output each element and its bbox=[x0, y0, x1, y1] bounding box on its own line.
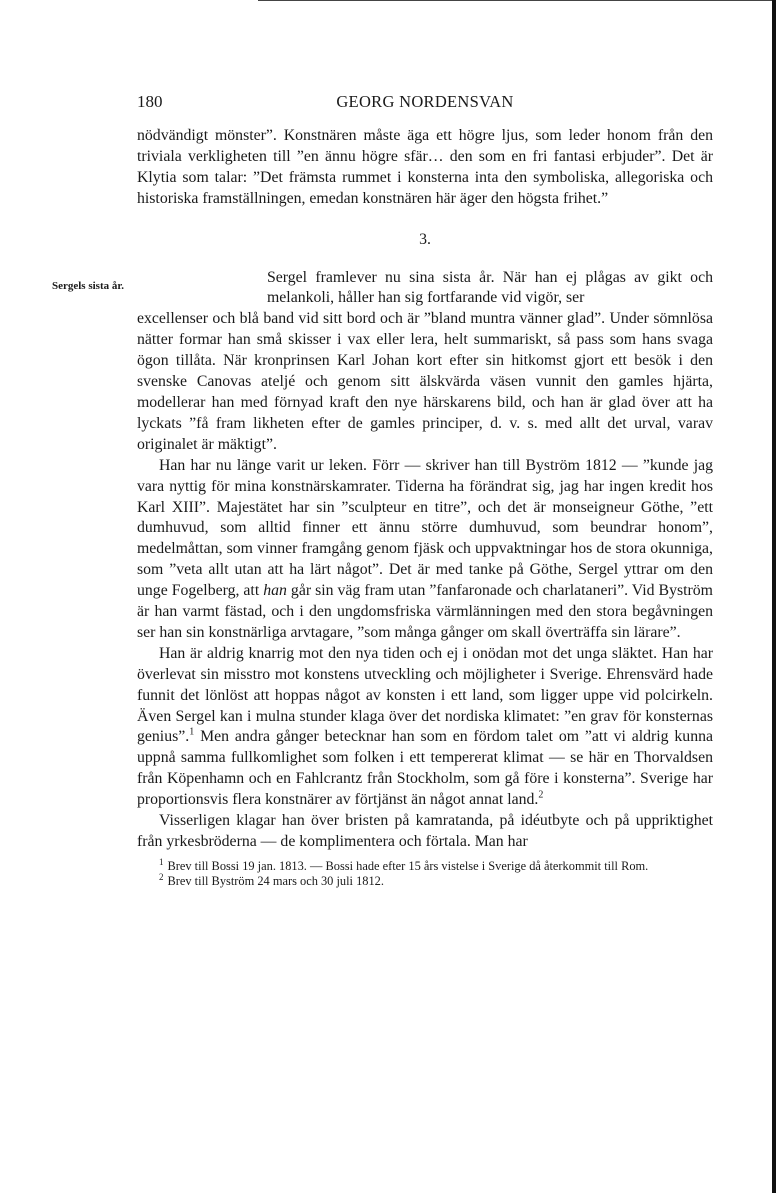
text-run: Men andra gånger betecknar han som en fördom talet om ”att vi aldrig kunna uppnå samma fullkomlighet som folken i ett tempererat klimat — se här en Thorvaldsen från Köpenhamn och en Fahlcrantz från Stockholm, som gå före i konsterna”. Sverige har proportionsvis flera konstnärer av förtjänst än något annat land. bbox=[137, 728, 714, 809]
page-header bbox=[137, 92, 713, 116]
text-run: Han är aldrig knarrig mot den nya tiden och ej i onödan mot det unga släktet. Han har överlevat sin misstro mot konstens utveckling och möjligheter i Sverige. Ehrensvärd hade funnit det lönlöst att hoppas något av konsten i ett land, som ligger uppe vid polcirkeln. Även Sergel kan i mulna stunder klaga över det nordiska klimatet: ”en grav för konsternas genius”. bbox=[137, 644, 713, 746]
paragraph-body: excellenser och blå band vid sitt bord och är ”bland muntra vänner glad”. Under sömnlösa nätter formar han små skisser i vax eller lera, helt summariskt, så pass som hans svaga ögon tillåta. När kronprinsen Karl Johan kort efter sin hitkomst gjort ett besök i den svenske Canovas ateljé och genom sitt älskvärda väsen vunnit den gamles hjärta, modellerar han med förnyad kraft den nye härskarens bild, och han är glad över att ha lyckats ”få fram likheten efter de gamles principer, d. v. s. med allt det urval, varav originalet är mäktigt”. bbox=[137, 310, 713, 453]
paragraph-hanging-lines: Sergel framlever nu sina sista år. När han ej plågas av gikt och melankoli, håller han sig fortfarande vid vigör, ser bbox=[267, 268, 713, 307]
footnote-ref-2: 2 bbox=[538, 789, 544, 801]
running-head: GEORG NORDENSVAN bbox=[336, 92, 514, 111]
paragraph-continuation: nödvändigt mönster”. Konstnären måste äga ett högre ljus, som leder honom från den triviala verkligheten till ”en ännu högre sfär… den som en fri fantasi erbjuder”. Det är Klytia som talar: ”Det främsta rummet i konsterna inta den symboliska, allegoriska och historiska framställningen, emedan konstnären här äger den högsta frihet.” bbox=[137, 127, 713, 207]
page-number: 180 bbox=[137, 92, 163, 111]
paragraph-bystrom bbox=[137, 456, 713, 644]
paragraph-sergel-intro bbox=[51, 268, 713, 456]
book-page bbox=[51, 92, 714, 890]
section-number: 3. bbox=[419, 230, 431, 248]
marginal-note: Sergels sista år. bbox=[51, 279, 124, 292]
footnote bbox=[137, 874, 713, 890]
footnote-mark: 1 bbox=[159, 856, 164, 867]
paragraph-new-time bbox=[137, 644, 713, 811]
footnote bbox=[137, 856, 713, 875]
footnote-text: Brev till Byström 24 mars och 30 juli 1812. bbox=[167, 874, 384, 889]
footnotes bbox=[137, 856, 713, 890]
italic-word: han bbox=[263, 582, 287, 600]
text-run: går sin väg fram utan ”fanfaronade och charlataneri”. Vid Byström är han varmt fästad, och i den ungdomsfriska värmlänningen med den stora begåvningen ser han sin konstnärliga arvtagare, ”som många gånger om skall överträffa sin lärare”. bbox=[137, 582, 713, 641]
scan-right-edge bbox=[772, 0, 776, 1193]
footnote-text: Brev till Bossi 19 jan. 1813. — Bossi hade efter 15 års vistelse i Sverige då återkommit till Rom. bbox=[167, 858, 649, 873]
footnote-ref-1: 1 bbox=[189, 727, 195, 739]
text-run: Han har nu länge varit ur leken. Förr — skriver han till Byström 1812 — ”kunde jag vara nyttig för mina konstnärskamrater. Tiderna ha förändrat sig, jag har ingen kredit hos Karl XIII”. Majestätet har sin ”sculpteur en titre”, och det är monseigneur Göthe, ”ett dumhuvud, som alltid finner ett ännu större dumhuvud, som beundrar honom”, medelmåttan, som vinner framgång genom fjäsk och uppvaktningar hos de stora okunniga, som ”veta allt utan att ha lärt något”. Det är med tanke på Göthe, Sergel yttrar om den unge Fogelberg, att bbox=[137, 456, 713, 600]
paragraph-camaraderie: Visserligen klagar han över bristen på kamratanda, på idéutbyte och på uppriktighet från yrkesbröderna — de komplimentera och förtala. Man har bbox=[137, 812, 713, 850]
scan-top-edge bbox=[258, 0, 776, 1]
footnote-mark: 2 bbox=[159, 872, 164, 883]
